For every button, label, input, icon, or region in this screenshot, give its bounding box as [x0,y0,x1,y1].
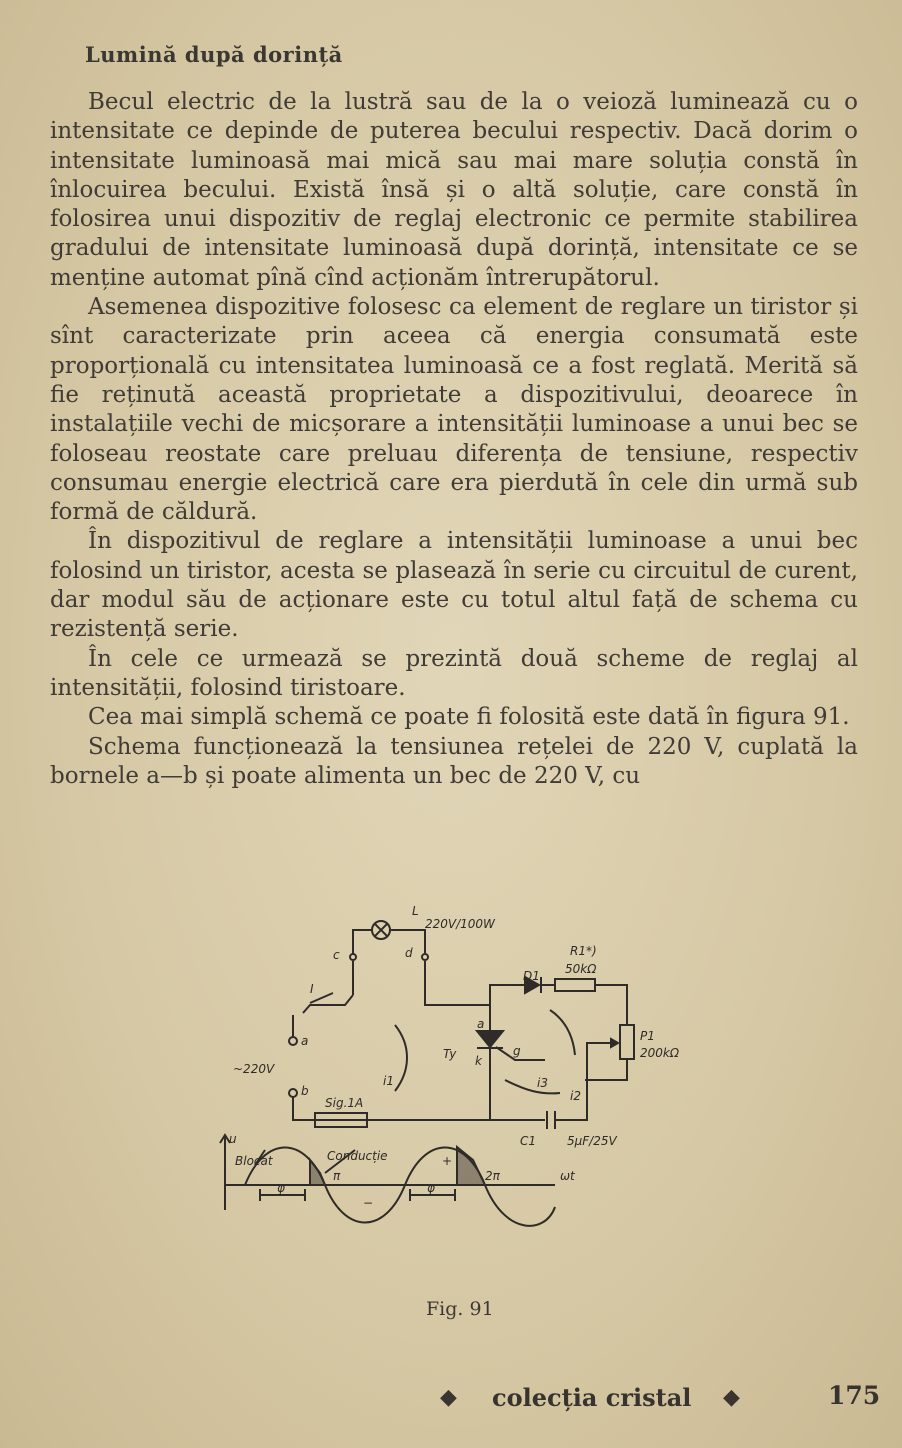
circuit-diagram [215,895,680,1295]
conductie-label: Conducție [327,1149,388,1163]
paragraph: În cele ce urmează se prezintă două scheme de reglaj al intensității, folosind tiristoare. [50,645,858,701]
r1-label: R1*) [570,944,597,958]
resistor-r1 [555,979,595,991]
paragraph: În dispozitivul de reglare a intensității luminoase a unui bec folosind un tiristor, acesta se plasează în serie cu circuitul de curent, dar modul său de acționare este cu totul altul față de schema cu rezistență serie. [50,528,858,643]
plus-label: + [442,1154,453,1168]
current-i1-label: i1 [383,1074,394,1088]
current-i3-label: i3 [537,1076,548,1090]
paragraph: Cea mai simplă schemă ce poate fi folosită este dată în figura 91. [88,704,850,731]
node-d-label: d [405,946,413,960]
terminal-a-label: a [301,1034,309,1048]
diode-label: D1 [523,969,540,983]
terminal-c [350,954,356,960]
section-title: Lumină după dorință [85,42,343,67]
figure-91 [215,895,680,1295]
current-i2-label: i2 [570,1089,581,1103]
blocat-label: Blocat [235,1154,273,1168]
figure-caption: Fig. 91 [426,1298,494,1320]
r1-value: 50kΩ [565,962,597,976]
pi-label: π [333,1169,341,1183]
terminal-b-label: b [301,1084,309,1098]
diamond-icon: ◆ [723,1385,740,1410]
anode-label: a [477,1017,485,1031]
u-axis-label: u [229,1132,237,1146]
paragraph: Asemenea dispozitive folosesc ca element de reglare un tiristor și sînt caracterizate prin aceea că energia consumată este proporțională cu intensitatea luminoasă ce a fost reglată. Merită să fie reținută această proprietate a dispozitivului, deoarece în instalațiile vechi de micșorare a intensității luminoase a unui bec se foloseau reostate care preluau diferența de tensiune, respectiv consumau energie electrică care era pierdută în cele din urmă sub formă de căldură. [50,294,858,526]
wt-axis-label: ωt [560,1169,575,1183]
p1-label: P1 [640,1029,655,1043]
paragraph: Becul electric de la lustră sau de la o veioză luminează cu o intensitate ce depinde de puterea becului respectiv. Dacă dorim o intensitate luminoasă mai mică sau mai mare soluția constă în înlocuirea becului. Există însă și o altă soluție, care constă în folosirea unui dispozitiv de reglaj electronic ce permite stabilirea gradului de intensitate luminoasă după dorință, intensitate ce se menține automat pînă cînd acționăm întrerupătorul. [50,89,858,291]
capacitor-value: 5μF/25V [567,1134,617,1148]
diamond-icon: ◆ [440,1385,457,1410]
paragraph: Schema funcționează la tensiunea rețelei de 220 V, cuplată la bornele a—b și poate alimenta un bec de 220 V, cu [50,733,858,789]
lamp-rating: 220V/100W [425,917,495,931]
gate-label: g [513,1044,521,1058]
mains-label: ~220V [233,1062,275,1076]
terminal-a [289,1037,297,1045]
potentiometer-p1 [620,1025,634,1059]
page-number: 175 [828,1381,881,1410]
node-c-label: c [333,948,340,962]
fuse-label: Sig.1A [325,1096,364,1110]
body-text [50,88,858,791]
minus-label: − [363,1196,374,1210]
cathode-label: k [475,1054,482,1068]
thyristor-label: Ty [443,1047,457,1061]
capacitor-label: C1 [520,1134,537,1148]
wire [353,930,373,955]
phi-label: φ [277,1181,285,1195]
page-footer [440,1381,881,1415]
thyristor-icon [477,1031,503,1047]
phi-label: φ [427,1181,435,1195]
sine-wave [245,1148,555,1226]
terminal-d [422,954,428,960]
p1-value: 200kΩ [640,1046,680,1060]
lamp-label: L [412,904,419,918]
switch-label: I [310,982,314,996]
switch-icon [303,995,353,1013]
series-name: colecția cristal [492,1383,692,1412]
two-pi-label: 2π [485,1169,500,1183]
terminal-b [289,1089,297,1097]
